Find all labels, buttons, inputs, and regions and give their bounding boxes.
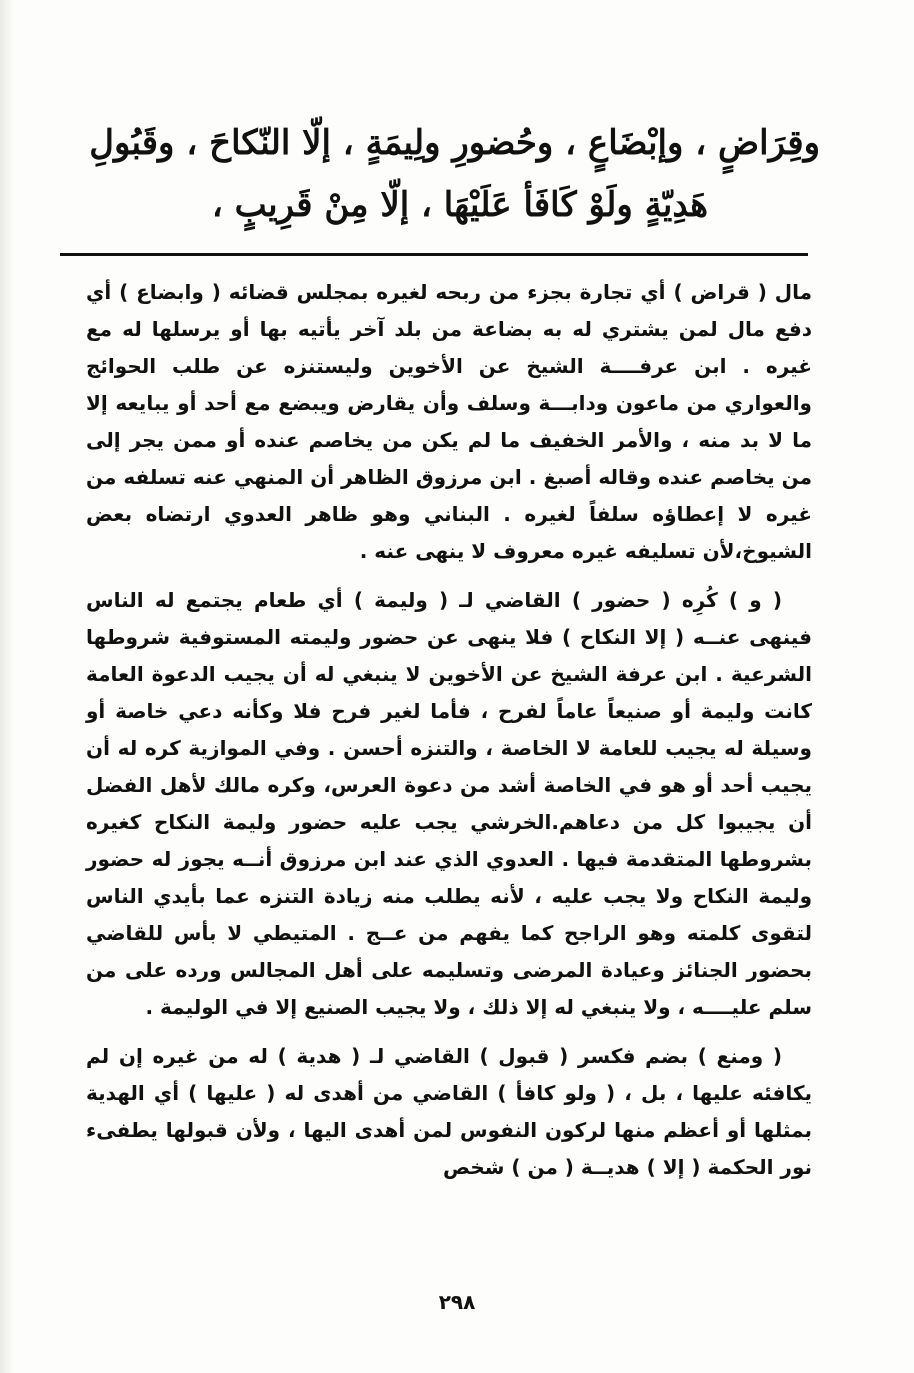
- commentary-body: [86, 274, 812, 1186]
- commentary-paragraph-2: ( و ) كُرِه ( حضور ) القاضي لـ ( وليمة ) أي طعام يجتمع له الناس فينهى عنــه ( إلا النكاح ) فلا ينهى عن حضور وليمته المستوفية شروطها الشرعية . ابن عرفة الشيخ عن الأخوين لا ينبغي له أن يجيب الدعوة العامة كانت وليمة أو صنيعاً عاماً لفرح ، فأما لغير فرح فلا وكأنه دعي خاصة أو وسيلة له يجيب للعامة لا الخاصة ، والتنزه أحسن . وفي الموازية كره له أن يجيب أحد أو هو في الخاصة أشد من دعوة العرس، وكره مالك لأهل الفضل أن يجيبوا كل من دعاهم.الخرشي يجب عليه حضور وليمة النكاح كغيره بشروطها المتقدمة فيها . العدوي الذي عند ابن مرزوق أنــه يجوز له حضور وليمة النكاح ولا يجب عليه ، لأنه يطلب منه زيادة التنزه عما بأيدي الناس لتقوى كلمته وهو الراجح كما يفهم من عــج . المتيطي لا بأس للقاضي بحضور الجنائز وعيادة المرضى وتسليمه على أهل المجالس ورده على من سلم عليــــه ، ولا ينبغي له إلا ذلك ، ولا يجيب الصنيع إلا في الوليمة .: [86, 588, 812, 1019]
- verse-line-1: وقِرَاضٍ ، وإبْضَاعٍ ، وحُضورِ ولِيمَةٍ ، إلّا النّكاحَ ، وقَبُولِ: [89, 123, 820, 163]
- separator-rule: [60, 253, 808, 256]
- commentary-paragraph-3: ( ومنع ) بضم فكسر ( قبول ) القاضي لـ ( هدية ) له من غيره إن لم يكافئه عليها ، بل ، ( ولو كافأ ) القاضي من أهدى له ( عليها ) أي الهدية بمثلها أو أعظم منها لركون النفوس لمن أهدى اليها ، ولأن قبولها يطفىء نور الحكمة ( إلا ) هديــة ( من ) شخص: [86, 1044, 812, 1179]
- matn-verse: [89, 112, 820, 236]
- commentary-paragraph-1: مال ( قراض ) أي تجارة بجزء من ربحه لغيره بمجلس قضائه ( وابضاع ) أي دفع مال لمن يشتري له به بضاعة من بلد آخر يأتيه بها أو يرسلها له مع غيره . ابن عرفــــة الشيخ عن الأخوين وليستنزه عن طلب الحوائج والعواري من ماعون ودابـــة وسلف وأن يقارض ويبضع مع أحد أو يبايعه إلا ما لا بد منه ، والأمر الخفيف ما لم يكن من يخاصم عنده أو ممن يجر إلى من يخاصم عنده وقاله أصبغ . ابن مرزوق الظاهر أن المنهي عنه تسلفه من غيره لا إعطاؤه سلفاً لغيره . البناني وهو ظاهر العدوي ارتضاه بعض الشيوخ،لأن تسليفه غيره معروف لا ينهى عنه .: [86, 280, 812, 563]
- page-number: ٢٩٨: [438, 1290, 476, 1314]
- verse-line-2: هَدِيّةٍ ولَوْ كَافَأ عَلَيْهَا ، إلّا مِنْ قَرِيبٍ ،: [211, 185, 709, 225]
- binding-shadow: [0, 0, 14, 1373]
